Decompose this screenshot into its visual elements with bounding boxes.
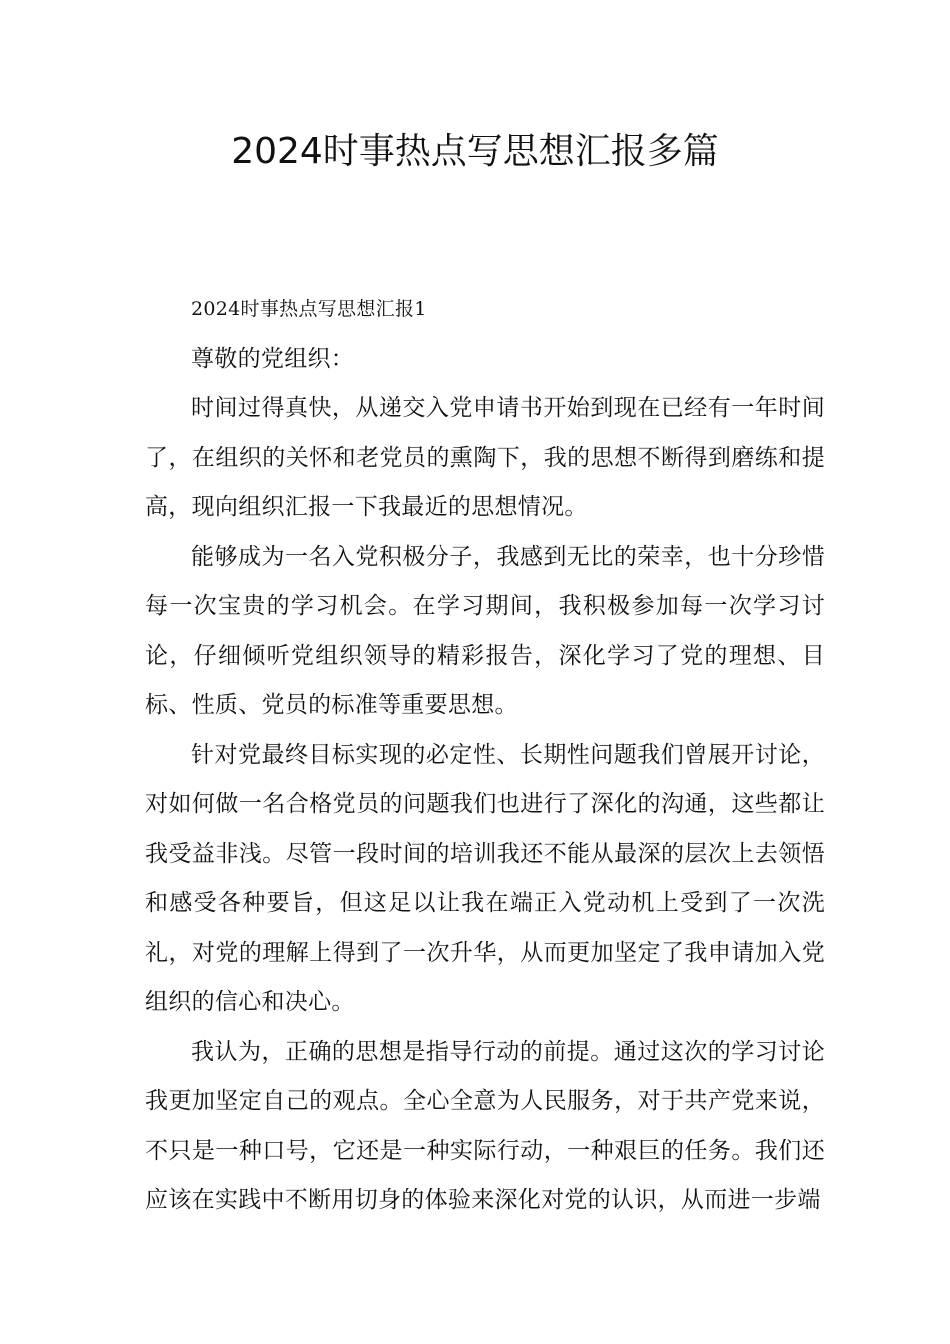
paragraph-3: 针对党最终目标实现的必定性、长期性问题我们曾展开讨论，对如何做一名合格党员的问题我们也进行了深化的沟通，这些都让我受益非浅。尽管一段时间的培训我还不能从最深的层次上去领悟和感受各种要旨，但这足以让我在端正入党动机上受到了一次洗礼，对党的理解上得到了一次升华，从而更加坚定了我申请加入党组织的信心和决心。: [145, 741, 825, 1015]
salutation: 尊敬的党组织：: [191, 345, 355, 372]
section-subtitle: 2024时事热点写思想汇报1: [191, 298, 427, 320]
document-title: 2024时事热点写思想汇报多篇: [231, 131, 719, 172]
paragraph-4: 我认为，正确的思想是指导行动的前提。通过这次的学习讨论我更加坚定自己的观点。全心全意为人民服务，对于共产党来说，不只是一种口号，它还是一种实际行动，一种艰巨的任务。我们还应该在实践中不断用切身的体验来深化对党的认识，从而进一步端: [145, 1038, 825, 1213]
paragraph-1: 时间过得真快，从递交入党申请书开始到现在已经有一年时间了，在组织的关怀和老党员的熏陶下，我的思想不断得到磨练和提高，现向组织汇报一下我最近的思想情况。: [145, 395, 825, 520]
document-body: [145, 285, 825, 1226]
paragraph-2: 能够成为一名入党积极分子，我感到无比的荣幸，也十分珍惜每一次宝贵的学习机会。在学习期间，我积极参加每一次学习讨论，仔细倾听党组织领导的精彩报告，深化学习了党的理想、目标、性质、党员的标准等重要思想。: [145, 543, 825, 718]
